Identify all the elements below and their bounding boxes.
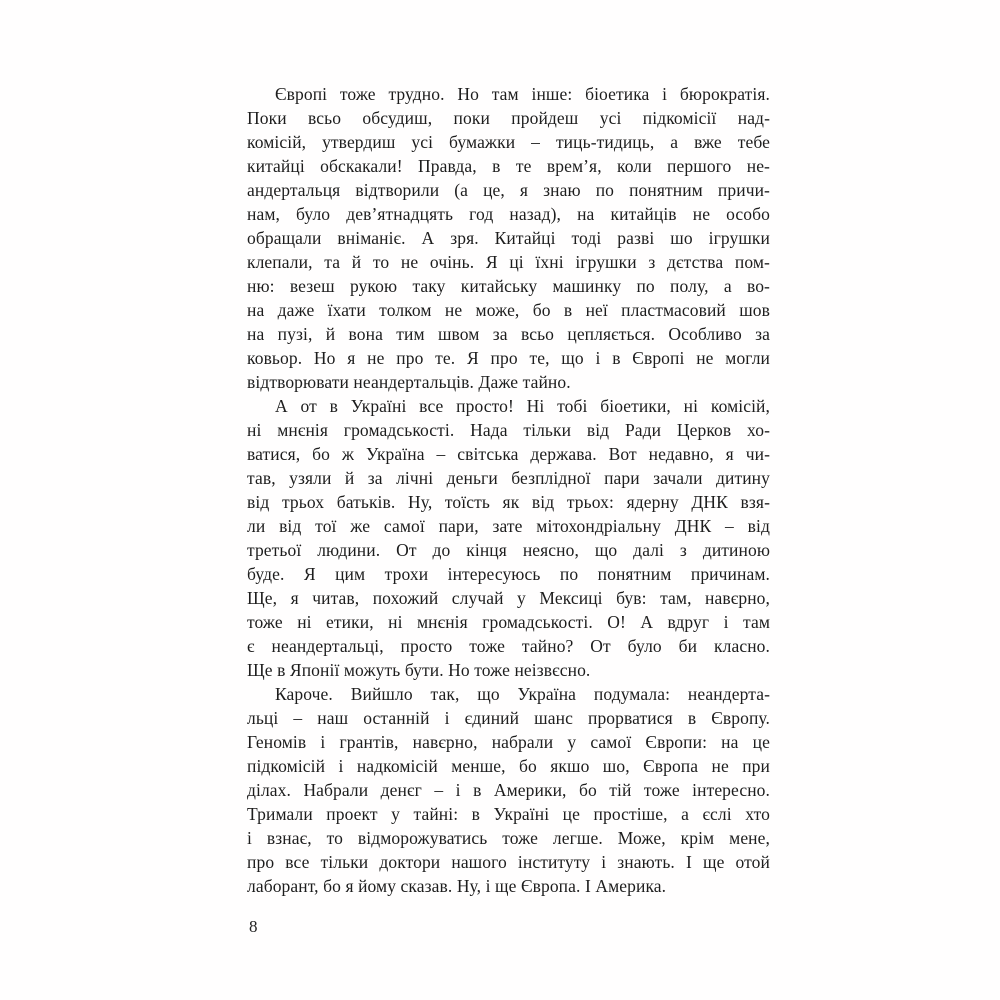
text-line: нам, було дев’ятнадцять год назад), на китайців не особо: [247, 204, 770, 224]
text-line: є неандертальці, просто тоже тайно? От було би класно.: [247, 636, 770, 656]
text-line: обращали вніманіє. А зря. Китайці тоді разві шо ігрушки: [247, 228, 770, 248]
text-line: ню: везеш рукою таку китайську машинку по полу, а во-: [247, 276, 770, 296]
text-line: клепали, та й то не очінь. Я ці їхні ігрушки з дєтства пом-: [247, 252, 770, 272]
text-line: андертальця відтворили (а це, я знаю по понятним причи-: [247, 180, 770, 200]
text-line: ні мнєнія громадськості. Нада тільки від Ради Церков хо-: [247, 420, 770, 440]
text-line: про все тільки доктори нашого інституту і знають. І ще отой: [247, 852, 770, 872]
text-line: ли від тої же самої пари, зате мітохондріальну ДНК – від: [247, 516, 770, 536]
text-line: Ще, я читав, похожий случай у Мексиці був: там, навєрно,: [247, 588, 770, 608]
text-line: на даже їхати толком не може, бо в неї пластмасовий шов: [247, 300, 770, 320]
text-line: третьої людини. От до кінця неясно, що далі з дитиною: [247, 540, 770, 560]
text-line: тоже ні етики, ні мнєнія громадськості. О! А вдруг і там: [247, 612, 770, 632]
text-line: буде. Я цим трохи інтересуюсь по понятним причинам.: [247, 564, 770, 584]
text-line: ділах. Набрали денєг – і в Америки, бо тій тоже інтересно.: [247, 780, 770, 800]
page-number: 8: [249, 917, 258, 936]
text-line: Європі тоже трудно. Но там інше: біоетика і бюрократія.: [275, 84, 770, 104]
text-line: комісій, утвердиш усі бумажки – тиць-тидиць, а вже тебе: [247, 132, 770, 152]
text-line: відтворювати неандертальців. Даже тайно.: [247, 372, 571, 392]
text-line: Кароче. Вийшло так, що Україна подумала: неандерта-: [275, 684, 770, 704]
text-block: [247, 82, 770, 898]
text-line: китайці обскакали! Правда, в те врем’я, коли першого не-: [247, 156, 770, 176]
text-line: льці – наш останній і єдиний шанс прорватися в Європу.: [247, 708, 770, 728]
text-line: ковьор. Но я не про те. Я про те, що і в Європі не могли: [247, 348, 770, 368]
text-line: лаборант, бо я йому сказав. Ну, і ще Європа. І Америка.: [247, 876, 667, 896]
text-line: Тримали проект у тайні: в Україні це простіше, а єслі хто: [247, 804, 770, 824]
text-line: Поки всьо обсудиш, поки пройдеш усі підкомісії над-: [247, 108, 770, 128]
text-line: на пузі, й вона тим швом за всьо цепляється. Особливо за: [247, 324, 770, 344]
text-line: від трьох батьків. Ну, тоїсть як від трьох: ядерну ДНК взя-: [247, 492, 770, 512]
text-line: і взнає, то відморожуватись тоже легше. Може, крім мене,: [247, 828, 770, 848]
text-line: підкомісій і надкомісій менше, бо якшо шо, Європа не при: [247, 756, 770, 776]
text-line: А от в Україні все просто! Ні тобі біоетики, ні комісій,: [275, 396, 770, 416]
text-line: Геномів і грантів, навєрно, набрали у самої Європи: на це: [247, 732, 770, 752]
text-line: ватися, бо ж Україна – світська держава. Вот недавно, я чи-: [247, 444, 770, 464]
text-line: Ще в Японії можуть бути. Но тоже неізвєсно.: [247, 660, 591, 680]
text-line: тав, узяли й за лічні деньги безплідної пари зачали дитину: [247, 468, 770, 488]
